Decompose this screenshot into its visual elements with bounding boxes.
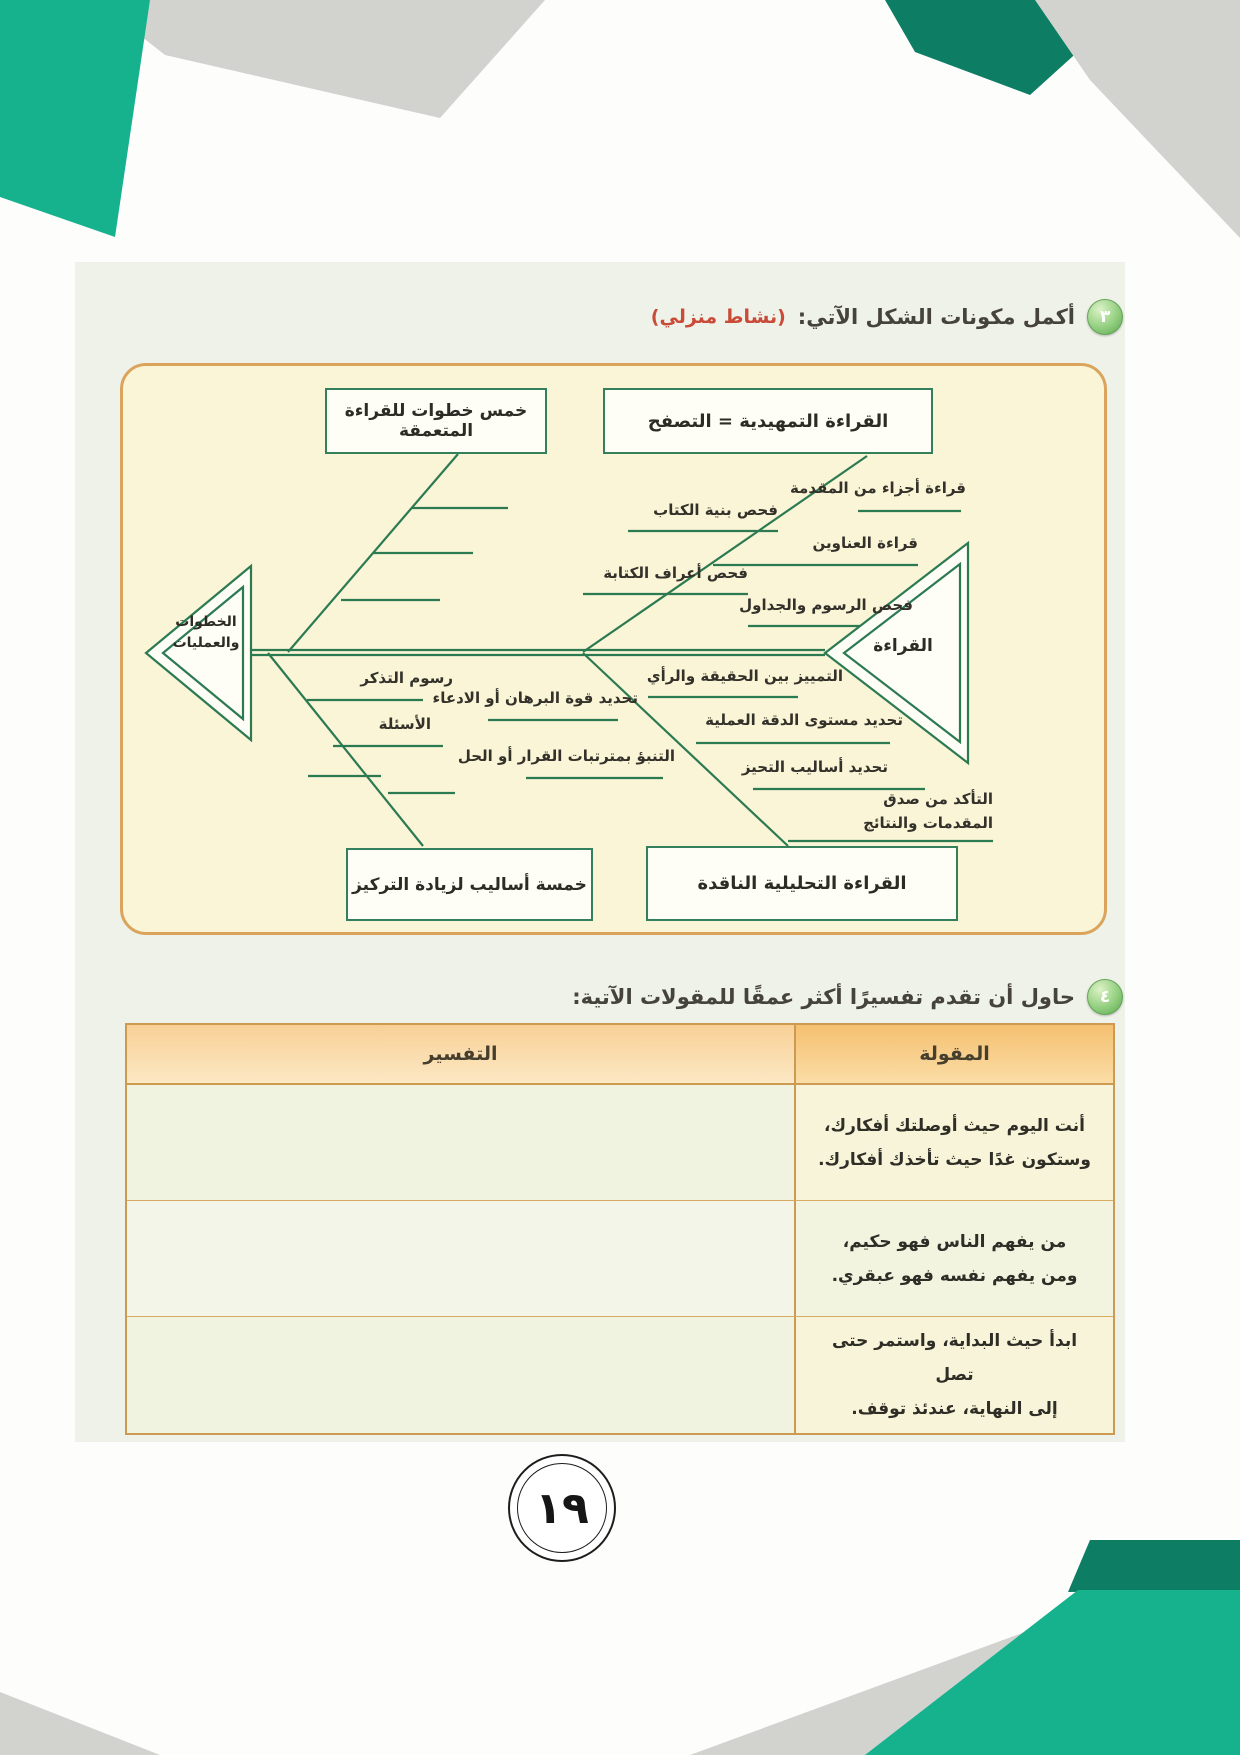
reading-head-label: القراءة	[873, 636, 933, 656]
process-head-label-line2: والعمليات	[172, 635, 240, 651]
activity4-number-badge: ٤	[1087, 979, 1123, 1015]
quote-row2-line1: من يفهم الناس فهو حكيم،	[842, 1231, 1067, 1252]
label-distinguish-fact-opinion: التمييز بين الحقيقة والرأي	[646, 667, 843, 685]
box-preliminary-reading: القراءة التمهيدية = التصفح	[603, 388, 933, 454]
table-header-explanation: التفسير	[127, 1025, 794, 1085]
label-questions: الأسئلة	[378, 715, 431, 733]
label-verify-premises-results-line2: المقدمات والنتائج	[863, 814, 993, 832]
label-examine-book-structure: فحص بنية الكتاب	[653, 501, 778, 519]
answer-cell-row3	[127, 1317, 794, 1433]
process-head-label-line1: الخطوات	[175, 614, 237, 630]
process-head-label	[165, 612, 247, 654]
box-deep-reading-steps: خمس خطوات للقراءة المتعمقة	[325, 388, 547, 454]
quotes-table	[125, 1023, 1115, 1435]
label-assess-proof-strength: تحديد قوة البرهان أو الادعاء	[432, 689, 638, 707]
page-number: ١٩	[517, 1463, 607, 1553]
label-predict-consequences: التنبؤ بمترتبات القرار أو الحل	[457, 747, 675, 765]
label-examine-writing-conventions: فحص أعراف الكتابة	[603, 564, 748, 582]
label-read-intro-parts: قراءة أجزاء من المقدمة	[789, 479, 966, 497]
label-examine-figures-tables: فحص الرسوم والجداول	[739, 596, 913, 614]
box-focus-methods: خمسة أساليب لزيادة التركيز	[346, 848, 593, 921]
quote-cell-row1	[794, 1085, 1113, 1201]
box-critical-analytical-reading: القراءة التحليلية الناقدة	[646, 846, 958, 921]
label-identify-bias-methods: تحديد أساليب التحيز	[741, 758, 888, 776]
activity3-title: أكمل مكونات الشكل الآتي:	[797, 305, 1075, 329]
activity4-title: حاول أن تقدم تفسيرًا أكثر عمقًا للمقولات الآتية:	[572, 985, 1075, 1009]
quote-row1-line2: وستكون غدًا حيث تأخذك أفكارك.	[818, 1149, 1091, 1170]
label-determine-accuracy-level: تحديد مستوى الدقة العملية	[705, 711, 903, 729]
activity3-heading	[75, 296, 1125, 338]
activity4-heading	[75, 976, 1125, 1018]
activity3-number-badge: ٣	[1087, 299, 1123, 335]
quote-row3-line1: ابدأ حيث البداية، واستمر حتى تصل	[831, 1331, 1078, 1385]
page-number-badge	[508, 1454, 616, 1562]
decoration-bottom-left-gray	[0, 1692, 160, 1755]
label-memory-drawings: رسوم التذكر	[360, 669, 453, 687]
label-verify-premises-results-line1: التأكد من صدق	[883, 790, 993, 808]
activity3-note: (نشاط منزلي)	[650, 306, 786, 328]
quote-row3-line2: إلى النهاية، عندئذ توقف.	[851, 1399, 1058, 1419]
answer-cell-row1	[127, 1085, 794, 1201]
quote-row1-line1: أنت اليوم حيث أوصلتك أفكارك،	[824, 1115, 1085, 1136]
quote-row2-line2: ومن يفهم نفسه فهو عبقري.	[831, 1265, 1078, 1286]
quote-cell-row3	[794, 1317, 1113, 1433]
decoration-top-right-gray	[1035, 0, 1240, 238]
decoration-bottom-right-dark-teal	[1068, 1540, 1240, 1592]
decoration-top-left-teal	[0, 0, 150, 237]
label-verify-premises-results	[763, 787, 993, 835]
decoration-top-gray-band	[95, 0, 545, 118]
quote-cell-row2	[794, 1201, 1113, 1317]
fishbone-panel	[120, 363, 1107, 935]
table-header-quote: المقولة	[794, 1025, 1113, 1085]
answer-cell-row2	[127, 1201, 794, 1317]
label-read-headings: قراءة العناوين	[812, 534, 918, 552]
